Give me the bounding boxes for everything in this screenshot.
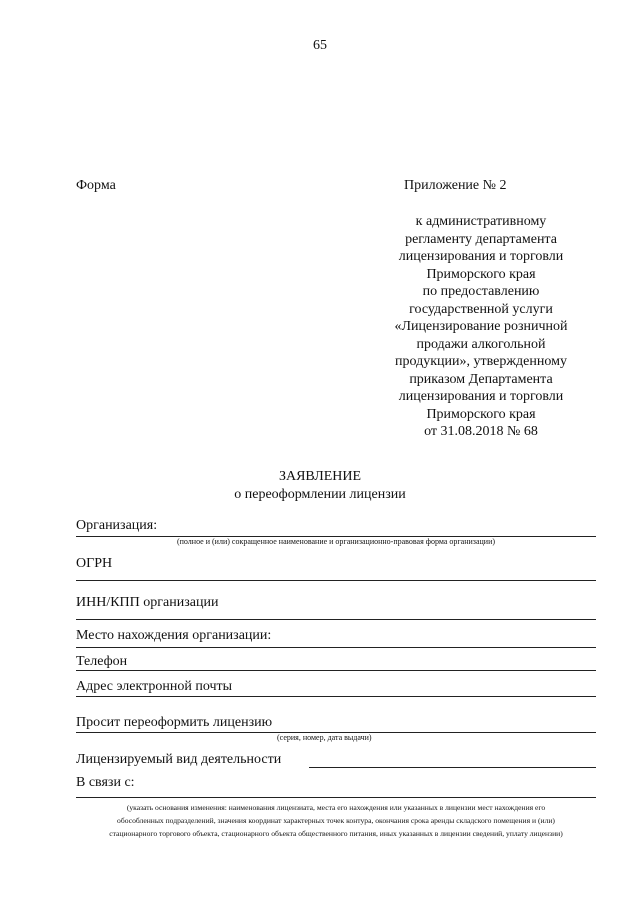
document-title-sub: о переоформлении лицензии <box>234 487 406 502</box>
inn-kpp-label: ИНН/КПП организации <box>76 595 219 610</box>
inn-kpp-line[interactable] <box>76 619 596 620</box>
appendix-title: Приложение № 2 <box>404 178 507 193</box>
footnote-line: (указать основания изменения: наименования лицензиата, места его нахождения или указанных в лицензии мест нахождения его <box>126 803 546 812</box>
appendix-line: лицензирования и торговли <box>398 389 564 404</box>
appendix-line: по предоставлению <box>422 284 540 299</box>
appendix-line: государственной услуги <box>409 301 553 317</box>
organization-hint: (полное и (или) сокращенное наименование и организационно-правовая форма организации) <box>176 537 496 546</box>
appendix-line: продажи алкогольной <box>416 336 546 352</box>
reissue-hint: (серия, номер, дата выдачи) <box>277 733 372 742</box>
email-line[interactable] <box>76 696 596 697</box>
organization-label: Организация: <box>76 518 158 533</box>
phone-label: Телефон <box>76 654 128 669</box>
form-label: Форма <box>76 178 116 193</box>
appendix-line: Приморского края <box>426 266 536 282</box>
appendix-text <box>376 213 586 441</box>
activity-label: Лицензируемый вид деятельности <box>76 752 282 767</box>
appendix-line: от 31.08.2018 № 68 <box>424 424 538 439</box>
appendix-line: приказом Департамента <box>409 371 553 387</box>
activity-line[interactable] <box>309 767 596 768</box>
reason-footnote <box>76 801 596 840</box>
email-label: Адрес электронной почты <box>76 679 233 694</box>
phone-line[interactable] <box>76 670 596 671</box>
document-title <box>0 468 640 504</box>
location-line[interactable] <box>76 647 596 648</box>
appendix-line: регламенту департамента <box>405 231 557 247</box>
appendix-line: продукции», утвержденному <box>395 354 567 369</box>
document-title-main: ЗАЯВЛЕНИЕ <box>278 469 362 484</box>
appendix-line: Приморского края <box>426 406 536 422</box>
location-label: Место нахождения организации: <box>76 628 272 643</box>
ogrn-line[interactable] <box>76 580 596 581</box>
reason-label: В связи с: <box>76 775 135 790</box>
appendix-line: «Лицензирование розничной <box>394 319 568 334</box>
footnote-line: обособленных подразделений, значения координат характерных точек контура, окончания срока аренды складского помещения и (или) <box>117 816 555 825</box>
appendix-line: лицензирования и торговли <box>398 249 564 264</box>
ogrn-label: ОГРН <box>76 556 113 571</box>
page-number: 65 <box>313 38 327 53</box>
reissue-label: Просит переоформить лицензию <box>76 715 273 730</box>
reason-line[interactable] <box>76 797 596 798</box>
appendix-line: к административному <box>415 214 547 229</box>
footnote-line: стационарного торгового объекта, стационарного объекта общественного питания, иных указанных в лицензии сведений, уплату лицензии) <box>109 829 563 838</box>
